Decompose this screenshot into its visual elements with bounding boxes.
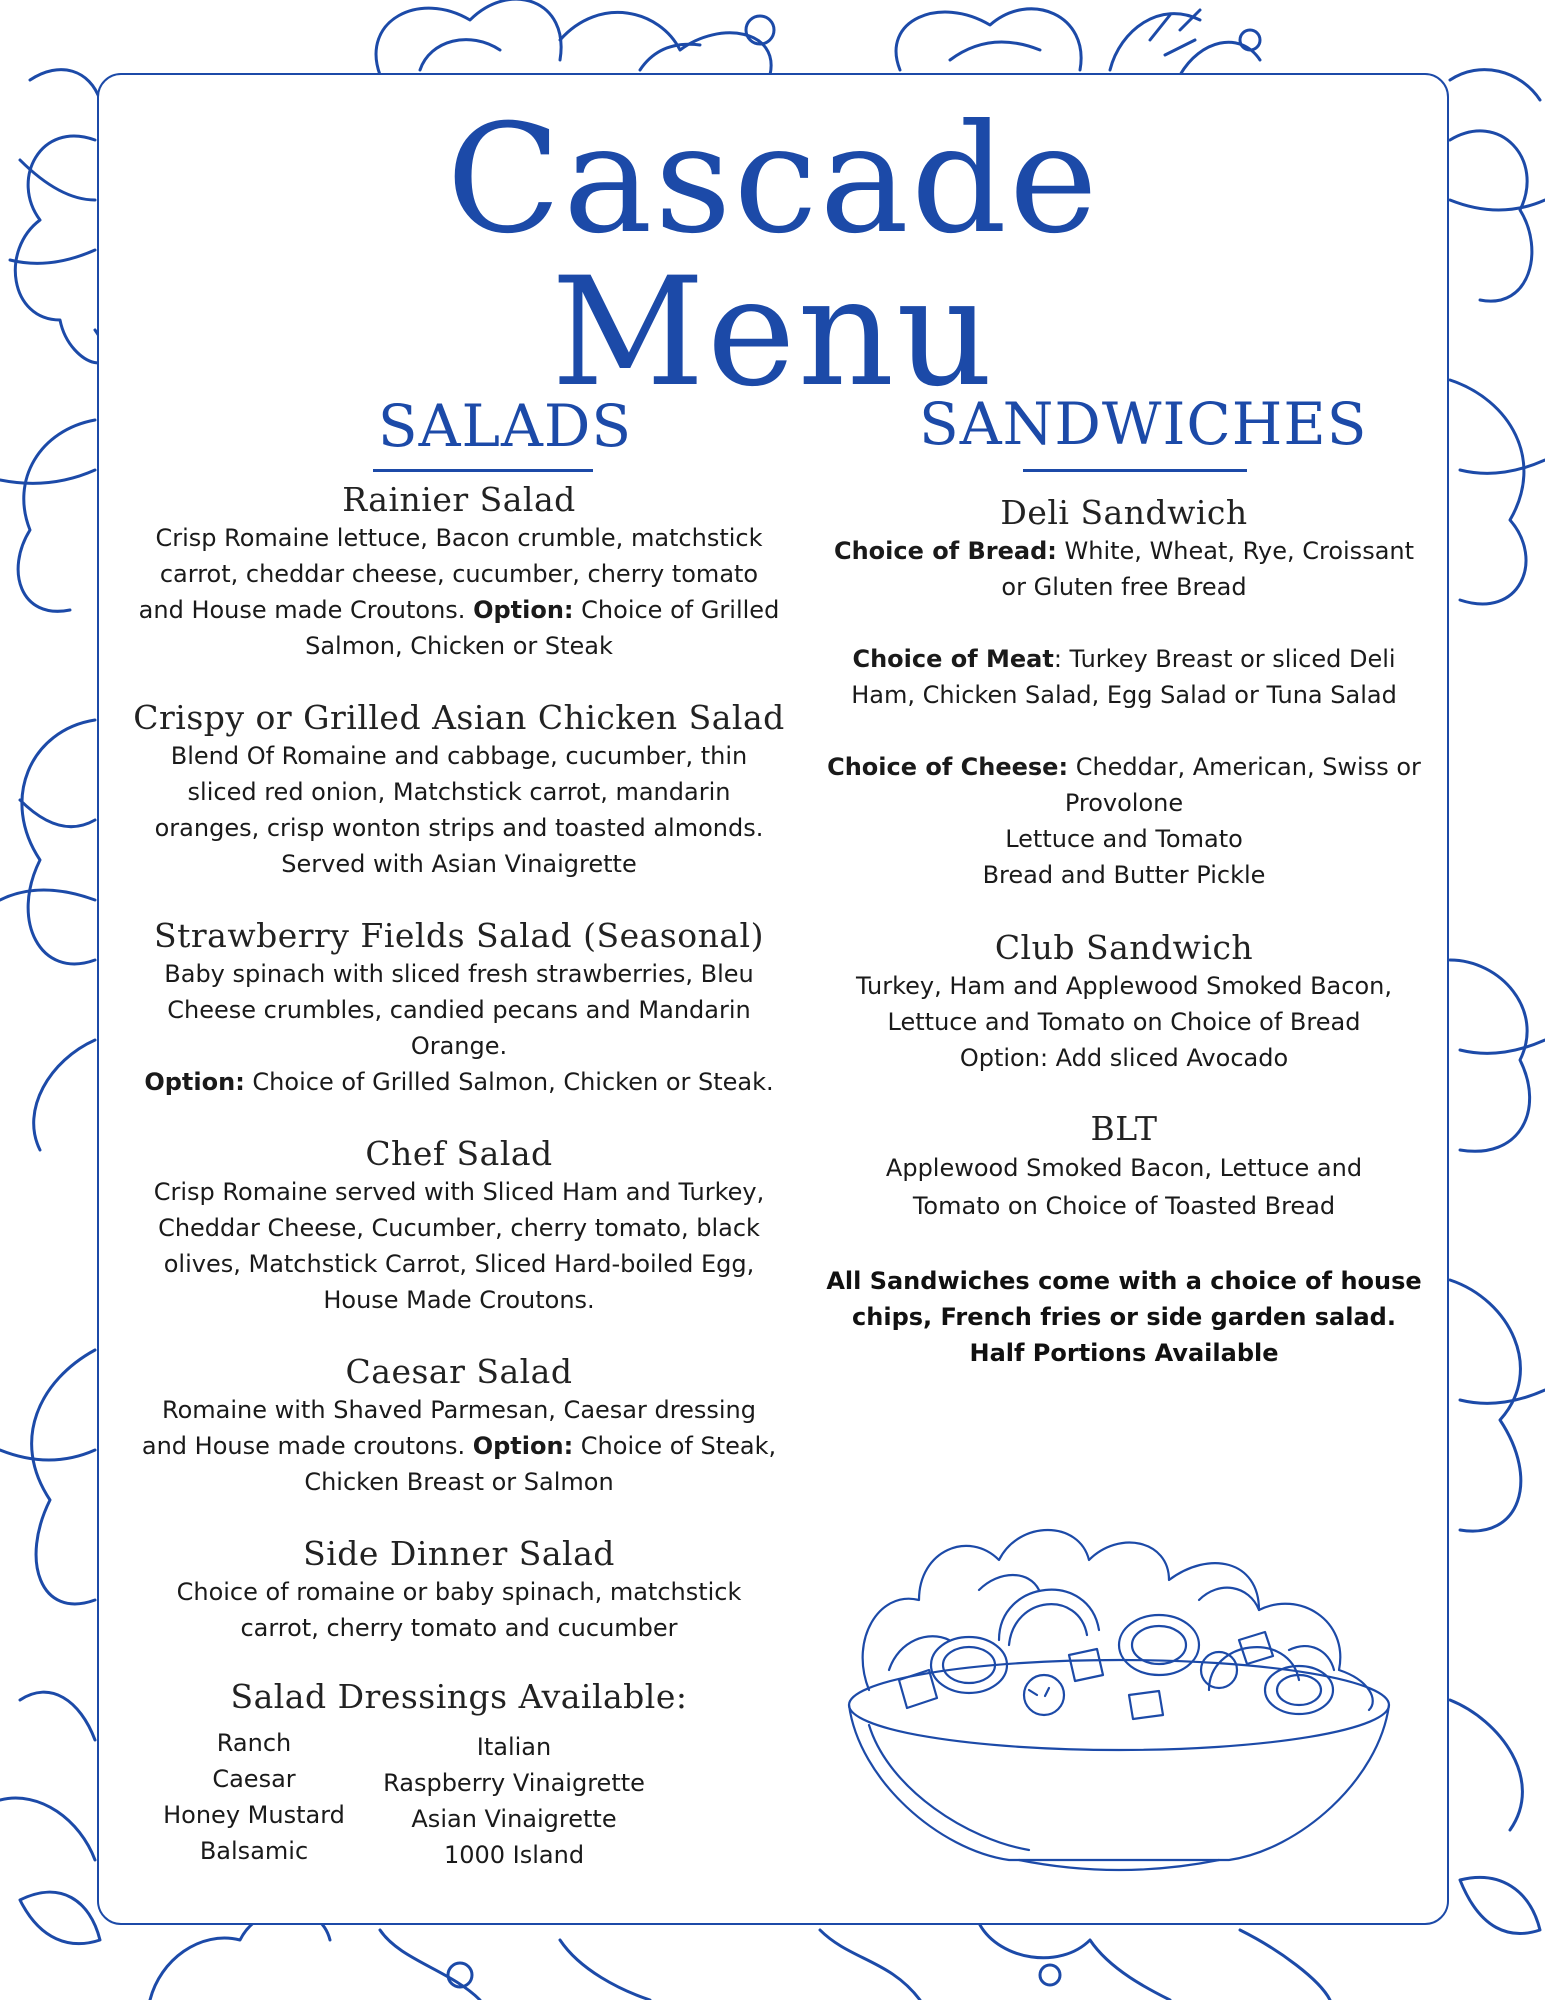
sandwich-name: Deli Sandwich bbox=[1000, 493, 1248, 532]
sandwich-name: BLT bbox=[1090, 1109, 1158, 1148]
dressing-item: 1000 Island bbox=[443, 1841, 585, 1869]
menu-card bbox=[97, 73, 1449, 1925]
salad-name: Caesar Salad bbox=[345, 1352, 573, 1391]
dressing-item: Ranch bbox=[216, 1729, 292, 1757]
salads-heading-underline bbox=[373, 469, 593, 472]
dressing-item: Italian bbox=[476, 1733, 552, 1761]
salads-heading: SALADS bbox=[365, 397, 645, 455]
dressing-item: Honey Mustard bbox=[163, 1801, 345, 1829]
sandwich-sides-note: All Sandwiches come with a choice of house chips, French fries or side garden salad. Half Portions Available bbox=[826, 1267, 1422, 1367]
sandwich-item-club bbox=[814, 928, 1434, 1076]
salad-description: Romaine with Shaved Parmesan, Caesar dressing and House made croutons. Option: Choice of Steak, Chicken Breast or Salmon bbox=[141, 1396, 777, 1496]
salad-description: Baby spinach with sliced fresh strawberries, Bleu Cheese crumbles, candied pecans and Mandarin Orange. Option: Choice of Grilled Salmon, Chicken or Steak. bbox=[144, 960, 774, 1096]
sandwiches-heading-underline bbox=[1023, 469, 1247, 472]
dressing-item: Raspberry Vinaigrette bbox=[383, 1769, 645, 1797]
salad-description: Blend Of Romaine and cabbage, cucumber, thin sliced red onion, Matchstick carrot, mandarin oranges, crisp wonton strips and toasted almonds. Served with Asian Vinaigrette bbox=[154, 742, 764, 878]
salad-name: Chef Salad bbox=[365, 1134, 553, 1173]
dressing-item: Caesar bbox=[212, 1765, 296, 1793]
dressing-item: Asian Vinaigrette bbox=[411, 1805, 617, 1833]
sandwich-name: Club Sandwich bbox=[994, 928, 1254, 967]
salad-description: Choice of romaine or baby spinach, matchstick carrot, cherry tomato and cucumber bbox=[176, 1578, 742, 1642]
salad-item-side-dinner bbox=[109, 1534, 809, 1646]
sandwich-item-deli bbox=[814, 493, 1434, 893]
menu-title-line1: Cascade bbox=[446, 93, 1100, 267]
salad-bowl-icon bbox=[829, 1440, 1409, 1880]
salad-item-rainier bbox=[109, 480, 809, 664]
salad-name: Rainier Salad bbox=[342, 480, 576, 519]
sandwich-description: Choice of Bread: White, Wheat, Rye, Croissant or Gluten free Bread Choice of Meat: Turkey Breast or sliced Deli Ham, Chicken Salad, Egg Salad or Tuna Salad Choice of Cheese: Cheddar, American, Swiss or Provolone Lettuce and Tomato Bread and Butter Pickle bbox=[827, 537, 1421, 889]
salad-name: Side Dinner Salad bbox=[303, 1534, 615, 1573]
salad-description: Crisp Romaine served with Sliced Ham and Turkey, Cheddar Cheese, Cucumber, cherry tomato, black olives, Matchstick Carrot, Sliced Hard-boiled Egg, House Made Croutons. bbox=[153, 1178, 765, 1314]
salad-item-caesar bbox=[109, 1352, 809, 1500]
dressings-list-left bbox=[154, 1725, 354, 1869]
menu-title-line2: Menu bbox=[551, 246, 995, 420]
salad-item-chef bbox=[109, 1134, 809, 1318]
salad-description: Crisp Romaine lettuce, Bacon crumble, matchstick carrot, cheddar cheese, cucumber, cherry tomato and House made Croutons. Option: Choice of Grilled Salmon, Chicken or Steak bbox=[138, 524, 780, 660]
sandwiches-heading: SANDWICHES bbox=[919, 395, 1359, 453]
salad-name: Crispy or Grilled Asian Chicken Salad bbox=[133, 698, 785, 737]
salad-name: Strawberry Fields Salad (Seasonal) bbox=[154, 916, 764, 955]
sandwich-description: Turkey, Ham and Applewood Smoked Bacon, Lettuce and Tomato on Choice of Bread Option: Add sliced Avocado bbox=[856, 972, 1392, 1072]
dressings-list-right bbox=[364, 1729, 664, 1873]
salad-item-asian-chicken bbox=[109, 698, 809, 882]
dressings-heading: Salad Dressings Available: bbox=[230, 1677, 688, 1716]
sandwich-description: Applewood Smoked Bacon, Lettuce and Tomato on Choice of Toasted Bread bbox=[885, 1154, 1363, 1220]
sandwich-item-blt bbox=[814, 1109, 1434, 1225]
dressing-item: Balsamic bbox=[199, 1837, 309, 1865]
salad-item-strawberry-fields bbox=[109, 916, 809, 1100]
